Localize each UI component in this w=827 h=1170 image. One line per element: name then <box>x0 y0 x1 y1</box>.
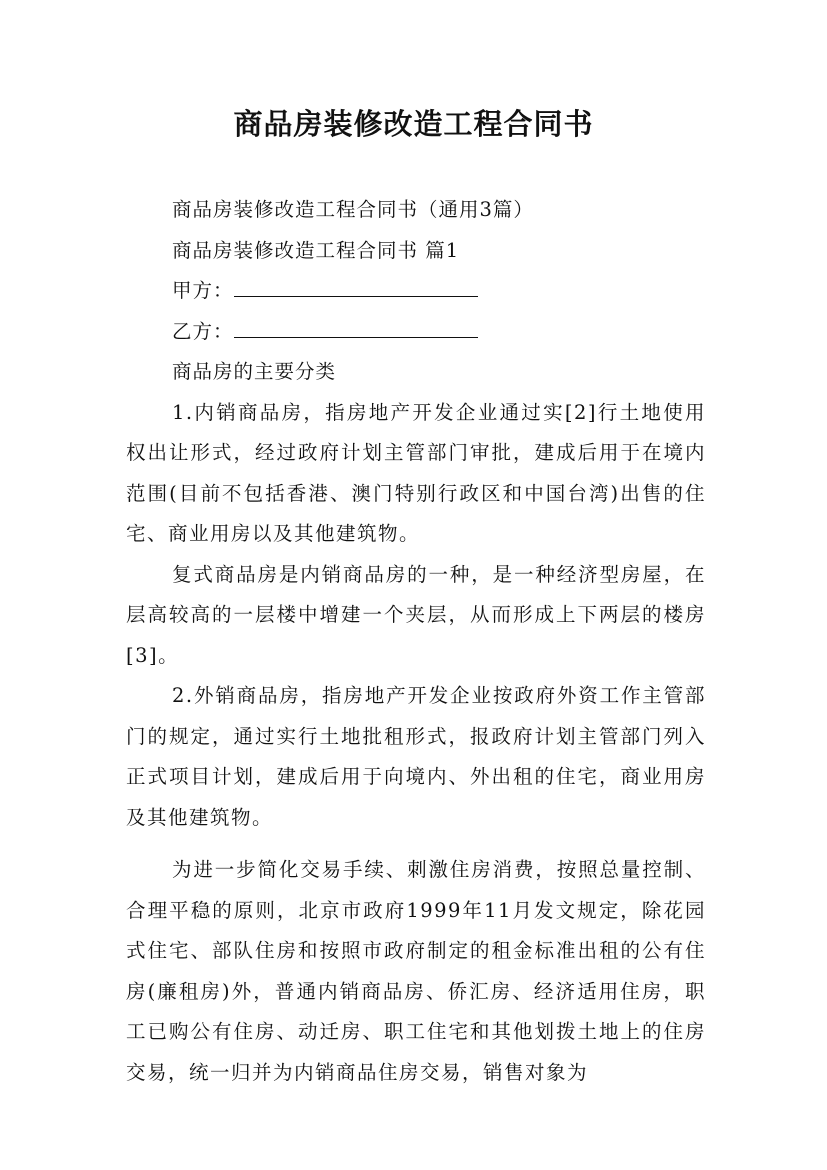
party-b-line <box>126 312 706 353</box>
party-b-label: 乙方： <box>172 319 234 343</box>
document-title: 商品房装修改造工程合同书 <box>233 107 594 141</box>
party-a-blank-line <box>234 274 478 297</box>
party-a-label: 甲方： <box>172 279 234 302</box>
party-b-blank-line <box>234 315 478 338</box>
paragraph-beijing-policy: 为进一步简化交易手续、刺激住房消费，按照总量控制、合理平稳的原则，北京市政府1999年11月发文规定，除花园式住宅、部队住房和按照市政府制定的租金标准出租的公有住房(廉租房)外，普通内销商品房、侨汇房、经济适用住房，职工已购公有住房、动迁房、职工住宅和其他划拨土地上的住房交易，统一归并为内销商品住房交易，销售对象为 <box>126 858 706 1084</box>
paragraph-export-sale: 2.外销商品房，指房地产开发企业按政府外资工作主管部门的规定，通过实行土地批租形式，报政府计划主管部门列入正式项目计划，建成后用于向境内、外出租的住宅，商业用房及其他建筑物。 <box>126 684 706 829</box>
category-heading: 商品房的主要分类 <box>172 360 337 383</box>
document-subtitle: 商品房装修改造工程合同书（通用3篇） <box>172 198 534 221</box>
paragraph-duplex: 复式商品房是内销商品房的一种，是一种经济型房屋，在层高较高的一层楼中增建一个夹层，从而形成上下两层的楼房[3]。 <box>126 562 706 667</box>
party-a-line <box>126 271 706 312</box>
section-heading: 商品房装修改造工程合同书 篇1 <box>172 238 460 262</box>
paragraph-domestic-sale: 1.内销商品房，指房地产开发企业通过实[2]行土地使用权出让形式，经过政府计划主管部门审批，建成后用于在境内范围(目前不包括香港、澳门特别行政区和中国台湾)出售的住宅、商业用房以及其他建筑物。 <box>126 400 706 545</box>
document-body <box>126 190 706 1093</box>
